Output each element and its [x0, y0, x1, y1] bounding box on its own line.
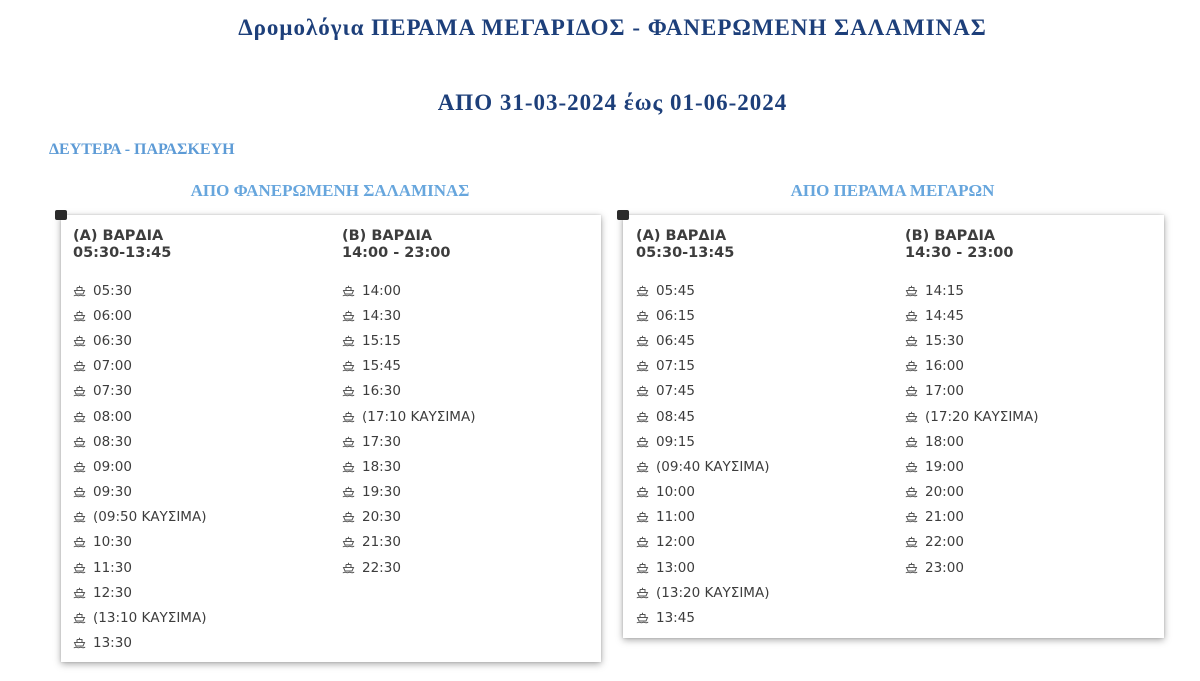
- departure-item: [73, 555, 206, 580]
- departure-item: [905, 404, 1038, 429]
- departure-item: [73, 404, 206, 429]
- ship-icon: [636, 436, 649, 448]
- departure-time: 12:30: [93, 584, 132, 601]
- departure-time: 07:30: [93, 383, 132, 400]
- departure-item: [636, 505, 769, 530]
- departure-item: [342, 454, 475, 479]
- departure-item: [342, 328, 475, 353]
- departure-time: 13:00: [656, 559, 695, 576]
- departure-item: [636, 605, 769, 630]
- ship-icon: [342, 436, 355, 448]
- departure-item: [73, 278, 206, 303]
- shift-name: (Α) ΒΑΡΔΙΑ: [73, 228, 164, 244]
- departure-time: 05:30: [93, 282, 132, 299]
- departure-time: 14:45: [925, 307, 964, 324]
- ship-icon: [636, 385, 649, 397]
- card-corner-marker: [55, 210, 67, 220]
- departure-item: [636, 328, 769, 353]
- departure-time: (09:50 ΚΑΥΣΙΜΑ): [93, 509, 207, 526]
- departure-time: 08:30: [93, 433, 132, 450]
- ship-icon: [905, 436, 918, 448]
- schedule-card-perama: [623, 215, 1164, 638]
- departure-item: [905, 379, 1038, 404]
- departure-time: 06:15: [656, 307, 695, 324]
- ship-icon: [636, 536, 649, 548]
- shift-b-column: [342, 228, 475, 580]
- ship-icon: [342, 486, 355, 498]
- departure-item: [342, 354, 475, 379]
- departure-item: [342, 404, 475, 429]
- ship-icon: [905, 360, 918, 372]
- departure-item: [636, 379, 769, 404]
- departure-item: [636, 278, 769, 303]
- shift-b-column: [905, 228, 1038, 580]
- ship-icon: [73, 511, 86, 523]
- ship-icon: [636, 511, 649, 523]
- ship-icon: [73, 486, 86, 498]
- shift-a-column: [73, 228, 206, 656]
- departure-item: [342, 278, 475, 303]
- departure-item: [905, 354, 1038, 379]
- departure-time: 22:30: [362, 559, 401, 576]
- ship-icon: [636, 360, 649, 372]
- departure-time: 10:00: [656, 484, 695, 501]
- departure-time: 15:45: [362, 358, 401, 375]
- departure-item: [73, 480, 206, 505]
- ship-icon: [73, 310, 86, 322]
- departure-item: [73, 580, 206, 605]
- ship-icon: [342, 360, 355, 372]
- departure-item: [636, 530, 769, 555]
- departure-item: [342, 555, 475, 580]
- ship-icon: [636, 587, 649, 599]
- departure-item: [73, 454, 206, 479]
- departure-item: [342, 379, 475, 404]
- ship-icon: [636, 562, 649, 574]
- departure-time: 16:00: [925, 358, 964, 375]
- ship-icon: [905, 285, 918, 297]
- departure-item: [73, 303, 206, 328]
- ship-icon: [73, 360, 86, 372]
- departure-time: 14:00: [362, 282, 401, 299]
- departure-item: [342, 480, 475, 505]
- column-heading-from-faneromeni: ΑΠΟ ΦΑΝΕΡΩΜΕΝΗ ΣΑΛΑΜΙΝΑΣ: [190, 181, 470, 200]
- ship-icon: [73, 587, 86, 599]
- ship-icon: [905, 486, 918, 498]
- ship-icon: [73, 536, 86, 548]
- departure-item: [905, 505, 1038, 530]
- ship-icon: [73, 285, 86, 297]
- ship-icon: [73, 637, 86, 649]
- departure-time: 15:30: [925, 332, 964, 349]
- departure-time: 07:00: [93, 358, 132, 375]
- departure-list: [73, 278, 206, 656]
- departure-item: [73, 631, 206, 656]
- ship-icon: [636, 310, 649, 322]
- departure-time: (13:10 ΚΑΥΣΙΜΑ): [93, 610, 207, 627]
- ship-icon: [905, 335, 918, 347]
- departure-time: 11:30: [93, 559, 132, 576]
- departure-time: 09:15: [656, 433, 695, 450]
- departure-time: 11:00: [656, 509, 695, 526]
- departure-time: 08:00: [93, 408, 132, 425]
- ship-icon: [342, 310, 355, 322]
- departure-item: [905, 429, 1038, 454]
- departure-time: (13:20 ΚΑΥΣΙΜΑ): [656, 584, 770, 601]
- departure-time: 19:00: [925, 458, 964, 475]
- departure-item: [636, 480, 769, 505]
- departure-time: 08:45: [656, 408, 695, 425]
- shift-title: [905, 228, 1038, 262]
- departure-time: (09:40 ΚΑΥΣΙΜΑ): [656, 458, 770, 475]
- departure-item: [905, 530, 1038, 555]
- ship-icon: [73, 612, 86, 624]
- departure-time: 17:00: [925, 383, 964, 400]
- shift-title: [342, 228, 475, 262]
- departure-time: 14:30: [362, 307, 401, 324]
- departure-time: 06:00: [93, 307, 132, 324]
- departure-list: [905, 278, 1038, 580]
- column-heading-from-perama: ΑΠΟ ΠΕΡΑΜΑ ΜΕΓΑΡΩΝ: [790, 181, 995, 200]
- departure-item: [905, 278, 1038, 303]
- departure-time: 20:30: [362, 509, 401, 526]
- shift-a-column: [636, 228, 769, 631]
- departure-time: 15:15: [362, 332, 401, 349]
- departure-item: [73, 530, 206, 555]
- departure-item: [636, 580, 769, 605]
- departure-item: [905, 480, 1038, 505]
- departure-item: [73, 605, 206, 630]
- ship-icon: [342, 385, 355, 397]
- ship-icon: [905, 536, 918, 548]
- departure-item: [636, 303, 769, 328]
- departure-time: 05:45: [656, 282, 695, 299]
- departure-time: 22:00: [925, 534, 964, 551]
- departure-item: [73, 505, 206, 530]
- departure-time: 09:00: [93, 458, 132, 475]
- ship-icon: [905, 461, 918, 473]
- ship-icon: [342, 461, 355, 473]
- ship-icon: [905, 310, 918, 322]
- departure-time: 07:45: [656, 383, 695, 400]
- departure-time: 06:45: [656, 332, 695, 349]
- departure-item: [636, 354, 769, 379]
- departure-time: 23:00: [925, 559, 964, 576]
- departure-item: [636, 555, 769, 580]
- ship-icon: [905, 562, 918, 574]
- departure-item: [905, 454, 1038, 479]
- departure-item: [636, 429, 769, 454]
- shift-name: (Β) ΒΑΡΔΙΑ: [905, 228, 996, 244]
- departure-item: [73, 379, 206, 404]
- ship-icon: [73, 461, 86, 473]
- departure-time: 18:00: [925, 433, 964, 450]
- departure-item: [905, 555, 1038, 580]
- departure-time: 21:00: [925, 509, 964, 526]
- ship-icon: [905, 511, 918, 523]
- shift-name: (Α) ΒΑΡΔΙΑ: [636, 228, 727, 244]
- departure-time: 19:30: [362, 484, 401, 501]
- ship-icon: [342, 335, 355, 347]
- departure-list: [636, 278, 769, 631]
- departure-item: [636, 404, 769, 429]
- ship-icon: [73, 411, 86, 423]
- departure-item: [905, 328, 1038, 353]
- shift-title: [73, 228, 206, 262]
- departure-time: 16:30: [362, 383, 401, 400]
- card-corner-marker: [617, 210, 629, 220]
- shift-hours: 05:30-13:45: [73, 245, 172, 261]
- departure-time: 20:00: [925, 484, 964, 501]
- ship-icon: [342, 562, 355, 574]
- departure-time: 17:30: [362, 433, 401, 450]
- ship-icon: [905, 411, 918, 423]
- departure-item: [73, 429, 206, 454]
- departure-item: [905, 303, 1038, 328]
- ship-icon: [636, 411, 649, 423]
- departure-item: [342, 505, 475, 530]
- departure-time: (17:10 ΚΑΥΣΙΜΑ): [362, 408, 476, 425]
- departure-time: (17:20 ΚΑΥΣΙΜΑ): [925, 408, 1039, 425]
- departure-time: 12:00: [656, 534, 695, 551]
- departure-item: [73, 328, 206, 353]
- schedule-card-faneromeni: [61, 215, 601, 662]
- departure-time: 10:30: [93, 534, 132, 551]
- departure-time: 21:30: [362, 534, 401, 551]
- ship-icon: [636, 486, 649, 498]
- shift-name: (Β) ΒΑΡΔΙΑ: [342, 228, 433, 244]
- days-heading: ΔΕΥΤΕΡΑ - ΠΑΡΑΣΚΕΥΗ: [49, 141, 235, 158]
- departure-time: 06:30: [93, 332, 132, 349]
- ship-icon: [636, 285, 649, 297]
- ship-icon: [73, 385, 86, 397]
- ship-icon: [73, 562, 86, 574]
- departure-list: [342, 278, 475, 580]
- ship-icon: [636, 612, 649, 624]
- ship-icon: [73, 335, 86, 347]
- shift-title: [636, 228, 769, 262]
- ship-icon: [342, 511, 355, 523]
- ship-icon: [342, 536, 355, 548]
- ship-icon: [636, 335, 649, 347]
- departure-time: 13:45: [656, 610, 695, 627]
- ship-icon: [73, 436, 86, 448]
- page-title: Δρομολόγια ΠΕΡΑΜΑ ΜΕΓΑΡΙΔΟΣ - ΦΑΝΕΡΩΜΕΝΗ ΣΑΛΑΜΙΝΑΣ: [238, 15, 987, 40]
- departure-item: [342, 303, 475, 328]
- departure-time: 18:30: [362, 458, 401, 475]
- shift-hours: 14:30 - 23:00: [905, 245, 1014, 261]
- departure-time: 07:15: [656, 358, 695, 375]
- ship-icon: [636, 461, 649, 473]
- shift-hours: 05:30-13:45: [636, 245, 735, 261]
- departure-item: [342, 530, 475, 555]
- ship-icon: [342, 411, 355, 423]
- departure-time: 09:30: [93, 484, 132, 501]
- period-subtitle: ΑΠΟ 31-03-2024 έως 01-06-2024: [437, 90, 788, 115]
- shift-hours: 14:00 - 23:00: [342, 245, 451, 261]
- ship-icon: [905, 385, 918, 397]
- departure-item: [73, 354, 206, 379]
- ship-icon: [342, 285, 355, 297]
- departure-time: 13:30: [93, 635, 132, 652]
- departure-time: 14:15: [925, 282, 964, 299]
- departure-item: [636, 454, 769, 479]
- departure-item: [342, 429, 475, 454]
